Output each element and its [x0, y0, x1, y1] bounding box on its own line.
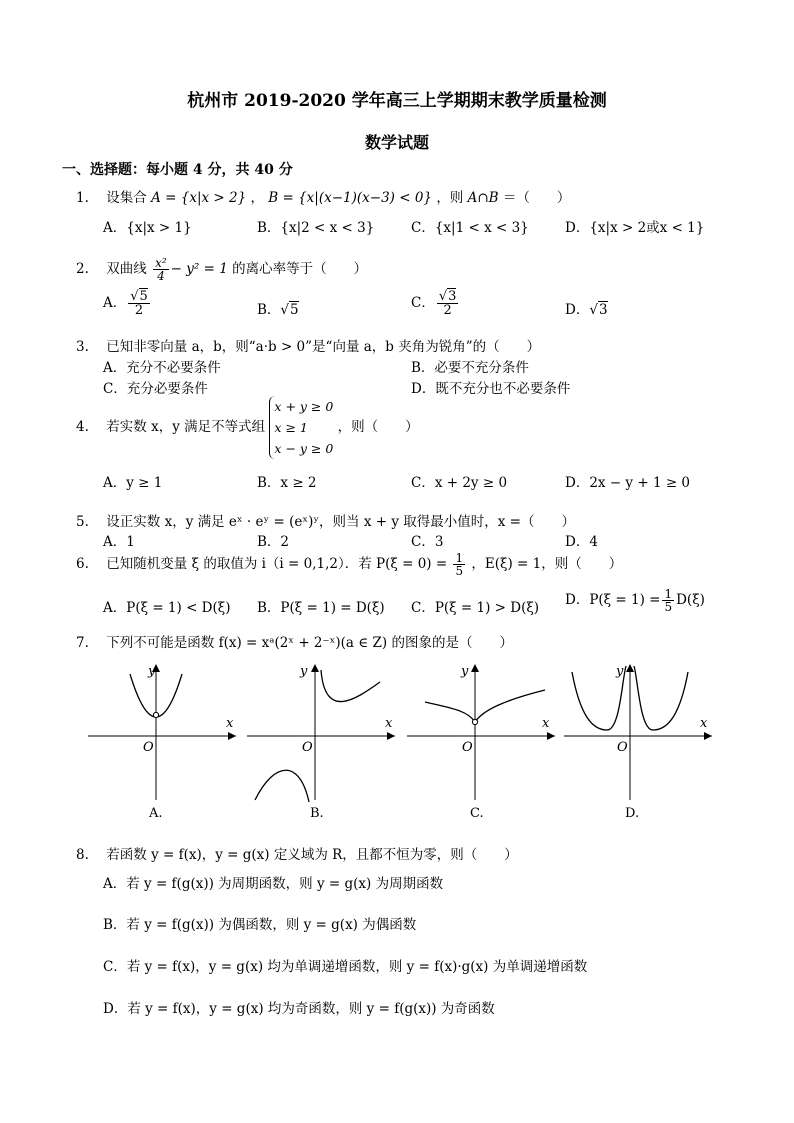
- math-expr: B = {x|(x−1)(x−3) < 0}: [268, 190, 433, 206]
- graph-b: [245, 660, 400, 805]
- question-8: [76, 843, 518, 863]
- question-3: [76, 335, 540, 355]
- option-b: B．2: [257, 534, 290, 550]
- svg-text:y: y: [461, 664, 469, 679]
- question-number: 3.: [76, 339, 89, 355]
- graph-d: [562, 660, 717, 805]
- question-5: [76, 510, 575, 530]
- question-stem: 的离心率等于（ ）: [232, 261, 368, 277]
- question-7: [76, 631, 513, 651]
- option-b: B．若 y = f(g(x)) 为偶函数，则 y = g(x) 为偶函数: [103, 917, 417, 933]
- option-b: B．x ≥ 2: [257, 475, 317, 491]
- option-d: D．{x|x > 2或x < 1}: [565, 220, 705, 236]
- math-expr: A∩B: [467, 190, 499, 206]
- option-c: C．充分必要条件: [103, 381, 208, 397]
- svg-text:x: x: [700, 716, 708, 731]
- question-number: 1.: [76, 190, 89, 206]
- question-stem: 下列不可能是函数 f(x) = xᵃ(2ˣ + 2⁻ˣ)(a ∈ Z) 的图象的是（ ）: [106, 635, 513, 651]
- question-stem: ＝（ ）: [502, 190, 571, 206]
- inequality-system: x + y ≥ 0 x ≥ 1 x − y ≥ 0: [269, 396, 333, 459]
- graph-label-a: A.: [149, 806, 163, 821]
- question-stem: ，E(ξ) = 1，则（ ）: [471, 556, 623, 572]
- question-stem: 已知非零向量 a，b，则“a·b > 0”是“向量 a，b 夹角为锐角”的（ ）: [106, 339, 541, 355]
- graph-label-d: D.: [625, 806, 640, 821]
- axis-y-label: y: [148, 664, 156, 679]
- section-heading: 一、选择题：每小题 4 分，共 40 分: [62, 162, 293, 178]
- option-a: A．若 y = f(g(x)) 为周期函数，则 y = g(x) 为周期函数: [103, 876, 444, 892]
- graph-a: [86, 660, 241, 805]
- graph-c: [405, 660, 560, 805]
- option-d: D．4: [565, 534, 598, 550]
- question-2: 2. 双曲线 $\frac{\text{x²}}{4}$ − y² = 1 的离心率等于（ ）: [76, 256, 368, 283]
- graph-label-b: B.: [310, 806, 324, 821]
- page-title: 杭州市 2019-2020 学年高三上学期期末教学质量检测: [187, 91, 607, 111]
- option-c: C．若 y = f(x)，y = g(x) 均为单调递增函数，则 y = f(x)·g(x) 为单调递增函数: [103, 959, 588, 975]
- option-b: B．必要不充分条件: [411, 360, 529, 376]
- question-stem: 双曲线: [106, 261, 147, 277]
- option-b: B．P(ξ = 1) = D(ξ): [257, 600, 385, 616]
- option-c: C．x + 2y ≥ 0: [411, 475, 508, 491]
- question-number: 2.: [76, 261, 89, 277]
- axis-x-label: x: [226, 716, 234, 731]
- option-c: C．P(ξ = 1) > D(ξ): [411, 600, 540, 616]
- option-d: D．2x − y + 1 ≥ 0: [565, 475, 691, 491]
- question-number: 5.: [76, 514, 89, 530]
- question-number: 4.: [76, 419, 89, 435]
- svg-text:y: y: [300, 664, 308, 679]
- svg-text:y: y: [616, 664, 624, 679]
- question-stem: ，则（ ）: [337, 419, 419, 435]
- option-c: C．{x|1 < x < 3}: [411, 220, 529, 236]
- option-a: A．y ≥ 1: [103, 475, 163, 491]
- origin-label: O: [143, 740, 154, 755]
- question-1: 1. 设集合 A = {x|x > 2} ， B = {x|(x−1)(x−3) < 0} ，则 A∩B ＝（ ）: [76, 190, 571, 206]
- svg-text:x: x: [385, 716, 393, 731]
- option-d: D．若 y = f(x)，y = g(x) 均为奇函数，则 y = f(g(x)) 为奇函数: [103, 1001, 495, 1017]
- option-b: B．{x|2 < x < 3}: [257, 220, 375, 236]
- question-6: [76, 552, 622, 577]
- option-d: D．P(ξ = 1) = $\frac{1}{5}$ D(ξ): [565, 587, 705, 614]
- question-number: 6.: [76, 556, 89, 572]
- option-b: B．√5: [257, 302, 299, 318]
- math-expr: A = {x|x > 2}: [151, 190, 247, 206]
- option-a: A． $\frac{√5}{2}$: [103, 289, 148, 318]
- question-stem: 若实数 x，y 满足不等式组: [106, 419, 266, 435]
- question-stem: ，则: [436, 190, 468, 206]
- question-stem: 设集合: [106, 190, 152, 206]
- option-a: A．充分不必要条件: [103, 360, 221, 376]
- option-a: A．1: [103, 534, 135, 550]
- svg-text:O: O: [462, 740, 473, 755]
- option-c: C． $\frac{√3}{2}$: [411, 289, 457, 318]
- question-4: [76, 396, 419, 459]
- question-number: 8.: [76, 847, 89, 863]
- graph-label-c: C.: [470, 806, 484, 821]
- svg-text:x: x: [542, 716, 550, 731]
- option-a: A．{x|x > 1}: [103, 220, 192, 236]
- fraction: $\frac{1}{5}$: [455, 551, 464, 578]
- question-stem: 设正实数 x，y 满足 eˣ · eʸ = (eˣ)ʸ，则当 x + y 取得最小值时，x =（ ）: [106, 514, 575, 530]
- question-stem: 已知随机变量 ξ 的取值为 i（i = 0,1,2）．若 P(ξ = 0) =: [106, 556, 448, 572]
- question-number: 7.: [76, 635, 89, 651]
- option-c: C．3: [411, 534, 444, 550]
- option-a: A．P(ξ = 1) < D(ξ): [103, 600, 231, 616]
- svg-text:O: O: [302, 740, 313, 755]
- question-stem: 若函数 y = f(x)，y = g(x) 定义域为 R，且都不恒为零，则（ ）: [106, 847, 518, 863]
- option-d: D．既不充分也不必要条件: [411, 381, 571, 397]
- page-subtitle: 数学试题: [364, 133, 429, 152]
- fraction: $\frac{\text{x²}}{4}$: [155, 256, 167, 283]
- option-d: D．√3: [565, 302, 608, 318]
- svg-text:O: O: [617, 740, 628, 755]
